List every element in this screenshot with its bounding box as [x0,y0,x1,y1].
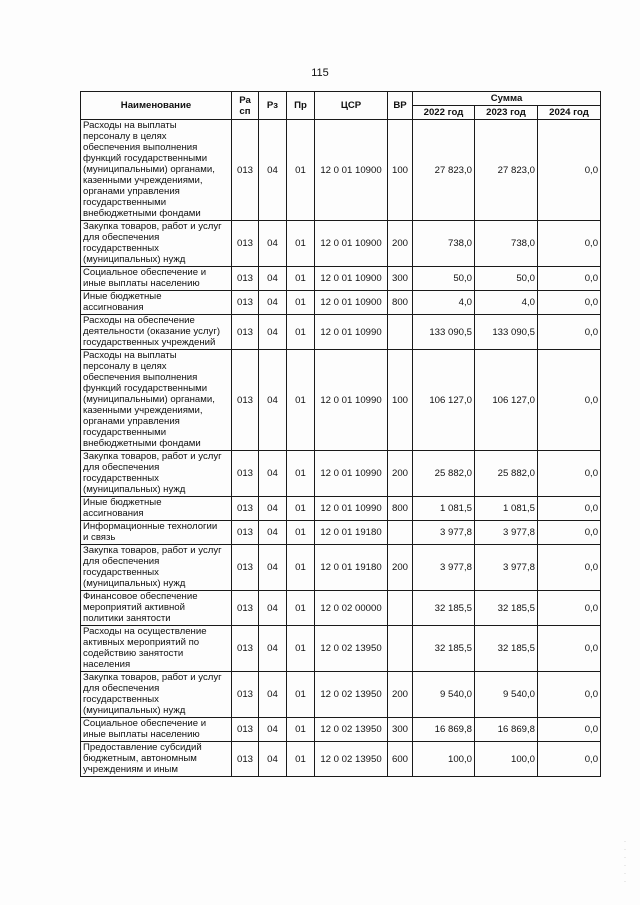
row-pr: 01 [287,672,315,718]
row-sum-2022: 1 081,5 [413,497,475,521]
row-pr: 01 [287,626,315,672]
row-csr: 12 0 01 10900 [315,221,388,267]
row-rz: 04 [259,315,287,350]
row-vr: 100 [388,350,413,451]
row-name: Расходы на выплаты персоналу в целях обеспечения выполнения функций государственными (муниципальными) органами, казенными учреждениями, органами управления государственными внебюджетными фондами [81,350,232,451]
row-csr: 12 0 02 13950 [315,626,388,672]
table-row [81,497,601,521]
row-rz: 04 [259,350,287,451]
row-pr: 01 [287,221,315,267]
row-vr: 800 [388,497,413,521]
row-sum-2024: 0,0 [538,591,601,626]
row-sum-2023: 3 977,8 [475,545,538,591]
row-pr: 01 [287,545,315,591]
budget-table [80,91,601,777]
table-row [81,545,601,591]
row-sum-2024: 0,0 [538,120,601,221]
row-vr: 200 [388,221,413,267]
row-sum-2023: 9 540,0 [475,672,538,718]
row-name: Финансовое обеспечение мероприятий активной политики занятости [81,591,232,626]
row-name: Предоставление субсидий бюджетным, автономным учреждениям и иным [81,742,232,777]
row-rasp: 013 [232,591,259,626]
row-pr: 01 [287,315,315,350]
row-csr: 12 0 01 10990 [315,315,388,350]
table-row [81,521,601,545]
row-vr: 800 [388,291,413,315]
table-row [81,718,601,742]
row-pr: 01 [287,267,315,291]
row-sum-2022: 3 977,8 [413,521,475,545]
row-sum-2024: 0,0 [538,718,601,742]
table-row [81,221,601,267]
col-header-summa: Сумма [413,92,601,106]
row-rz: 04 [259,742,287,777]
row-rz: 04 [259,718,287,742]
row-rasp: 013 [232,521,259,545]
table-row [81,120,601,221]
col-header-2023: 2023 год [475,106,538,120]
row-pr: 01 [287,742,315,777]
row-rz: 04 [259,221,287,267]
row-sum-2024: 0,0 [538,545,601,591]
row-vr [388,315,413,350]
col-header-2024: 2024 год [538,106,601,120]
row-sum-2022: 9 540,0 [413,672,475,718]
row-pr: 01 [287,451,315,497]
row-sum-2024: 0,0 [538,451,601,497]
col-header-rz: Рз [259,92,287,120]
row-csr: 12 0 02 13950 [315,672,388,718]
row-rz: 04 [259,291,287,315]
table-body [81,120,601,777]
row-rz: 04 [259,451,287,497]
table-row [81,267,601,291]
row-rasp: 013 [232,350,259,451]
row-sum-2024: 0,0 [538,497,601,521]
row-rasp: 013 [232,742,259,777]
table-row [81,626,601,672]
row-name: Расходы на осуществление активных мероприятий по содействию занятости населения [81,626,232,672]
row-sum-2023: 50,0 [475,267,538,291]
col-header-2022: 2022 год [413,106,475,120]
col-header-name: Наименование [81,92,232,120]
row-sum-2022: 4,0 [413,291,475,315]
row-sum-2024: 0,0 [538,350,601,451]
row-vr: 300 [388,267,413,291]
row-csr: 12 0 02 13950 [315,718,388,742]
row-sum-2023: 27 823,0 [475,120,538,221]
row-sum-2022: 27 823,0 [413,120,475,221]
row-csr: 12 0 01 10990 [315,451,388,497]
row-sum-2024: 0,0 [538,742,601,777]
row-sum-2024: 0,0 [538,315,601,350]
row-sum-2022: 738,0 [413,221,475,267]
row-vr: 600 [388,742,413,777]
page-number: 115 [311,67,329,79]
row-rasp: 013 [232,291,259,315]
row-sum-2022: 100,0 [413,742,475,777]
row-sum-2023: 3 977,8 [475,521,538,545]
table-row [81,291,601,315]
row-sum-2024: 0,0 [538,267,601,291]
row-csr: 12 0 02 00000 [315,591,388,626]
table-row [81,451,601,497]
row-rasp: 013 [232,672,259,718]
row-rasp: 013 [232,718,259,742]
row-rasp: 013 [232,267,259,291]
row-csr: 12 0 01 10900 [315,291,388,315]
row-vr: 200 [388,451,413,497]
row-sum-2024: 0,0 [538,221,601,267]
row-rz: 04 [259,120,287,221]
table-header [81,92,601,120]
row-name: Расходы на обеспечение деятельности (оказание услуг) государственных учреждений [81,315,232,350]
row-name: Закупка товаров, работ и услуг для обеспечения государственных (муниципальных) нужд [81,221,232,267]
row-sum-2022: 25 882,0 [413,451,475,497]
row-sum-2024: 0,0 [538,291,601,315]
row-name: Иные бюджетные ассигнования [81,291,232,315]
row-csr: 12 0 01 10990 [315,497,388,521]
row-sum-2024: 0,0 [538,521,601,545]
row-rasp: 013 [232,626,259,672]
row-sum-2024: 0,0 [538,672,601,718]
row-sum-2023: 4,0 [475,291,538,315]
row-pr: 01 [287,120,315,221]
row-sum-2022: 32 185,5 [413,591,475,626]
col-header-pr: Пр [287,92,315,120]
row-csr: 12 0 02 13950 [315,742,388,777]
row-name: Информационные технологии и связь [81,521,232,545]
row-rz: 04 [259,497,287,521]
row-sum-2023: 738,0 [475,221,538,267]
row-rasp: 013 [232,497,259,521]
row-sum-2023: 32 185,5 [475,626,538,672]
row-rasp: 013 [232,315,259,350]
row-name: Иные бюджетные ассигнования [81,497,232,521]
col-header-csr: ЦСР [315,92,388,120]
row-vr [388,521,413,545]
col-header-rasp: Ра сп [232,92,259,120]
table-row [81,672,601,718]
row-csr: 12 0 01 19180 [315,545,388,591]
row-pr: 01 [287,350,315,451]
row-pr: 01 [287,291,315,315]
row-pr: 01 [287,591,315,626]
row-rz: 04 [259,521,287,545]
row-sum-2022: 16 869,8 [413,718,475,742]
row-sum-2022: 133 090,5 [413,315,475,350]
row-name: Закупка товаров, работ и услуг для обеспечения государственных (муниципальных) нужд [81,545,232,591]
row-vr [388,591,413,626]
row-rz: 04 [259,545,287,591]
row-sum-2023: 106 127,0 [475,350,538,451]
row-sum-2022: 50,0 [413,267,475,291]
table-row [81,742,601,777]
row-sum-2023: 1 081,5 [475,497,538,521]
row-csr: 12 0 01 19180 [315,521,388,545]
table-row [81,350,601,451]
row-csr: 12 0 01 10900 [315,120,388,221]
col-header-vr: ВР [388,92,413,120]
row-vr [388,626,413,672]
row-rasp: 013 [232,221,259,267]
row-vr: 200 [388,672,413,718]
row-name: Социальное обеспечение и иные выплаты населению [81,718,232,742]
row-sum-2024: 0,0 [538,626,601,672]
row-pr: 01 [287,718,315,742]
row-name: Социальное обеспечение и иные выплаты населению [81,267,232,291]
row-rz: 04 [259,267,287,291]
row-rz: 04 [259,626,287,672]
table-row [81,591,601,626]
row-pr: 01 [287,497,315,521]
row-sum-2023: 16 869,8 [475,718,538,742]
row-rasp: 013 [232,120,259,221]
row-name: Закупка товаров, работ и услуг для обеспечения государственных (муниципальных) нужд [81,672,232,718]
table-row [81,315,601,350]
row-sum-2023: 133 090,5 [475,315,538,350]
row-sum-2023: 25 882,0 [475,451,538,497]
row-vr: 100 [388,120,413,221]
row-sum-2023: 100,0 [475,742,538,777]
row-rasp: 013 [232,545,259,591]
row-rz: 04 [259,591,287,626]
scan-margin-marks: · · · · · · [624,839,626,885]
row-sum-2022: 3 977,8 [413,545,475,591]
row-rasp: 013 [232,451,259,497]
row-sum-2023: 32 185,5 [475,591,538,626]
row-name: Расходы на выплаты персоналу в целях обеспечения выполнения функций государственными (муниципальными) органами, казенными учреждениями, органами управления государственными внебюджетными фондами [81,120,232,221]
row-vr: 200 [388,545,413,591]
row-name: Закупка товаров, работ и услуг для обеспечения государственных (муниципальных) нужд [81,451,232,497]
row-sum-2022: 106 127,0 [413,350,475,451]
row-sum-2022: 32 185,5 [413,626,475,672]
row-pr: 01 [287,521,315,545]
row-vr: 300 [388,718,413,742]
row-csr: 12 0 01 10990 [315,350,388,451]
row-rz: 04 [259,672,287,718]
row-csr: 12 0 01 10900 [315,267,388,291]
